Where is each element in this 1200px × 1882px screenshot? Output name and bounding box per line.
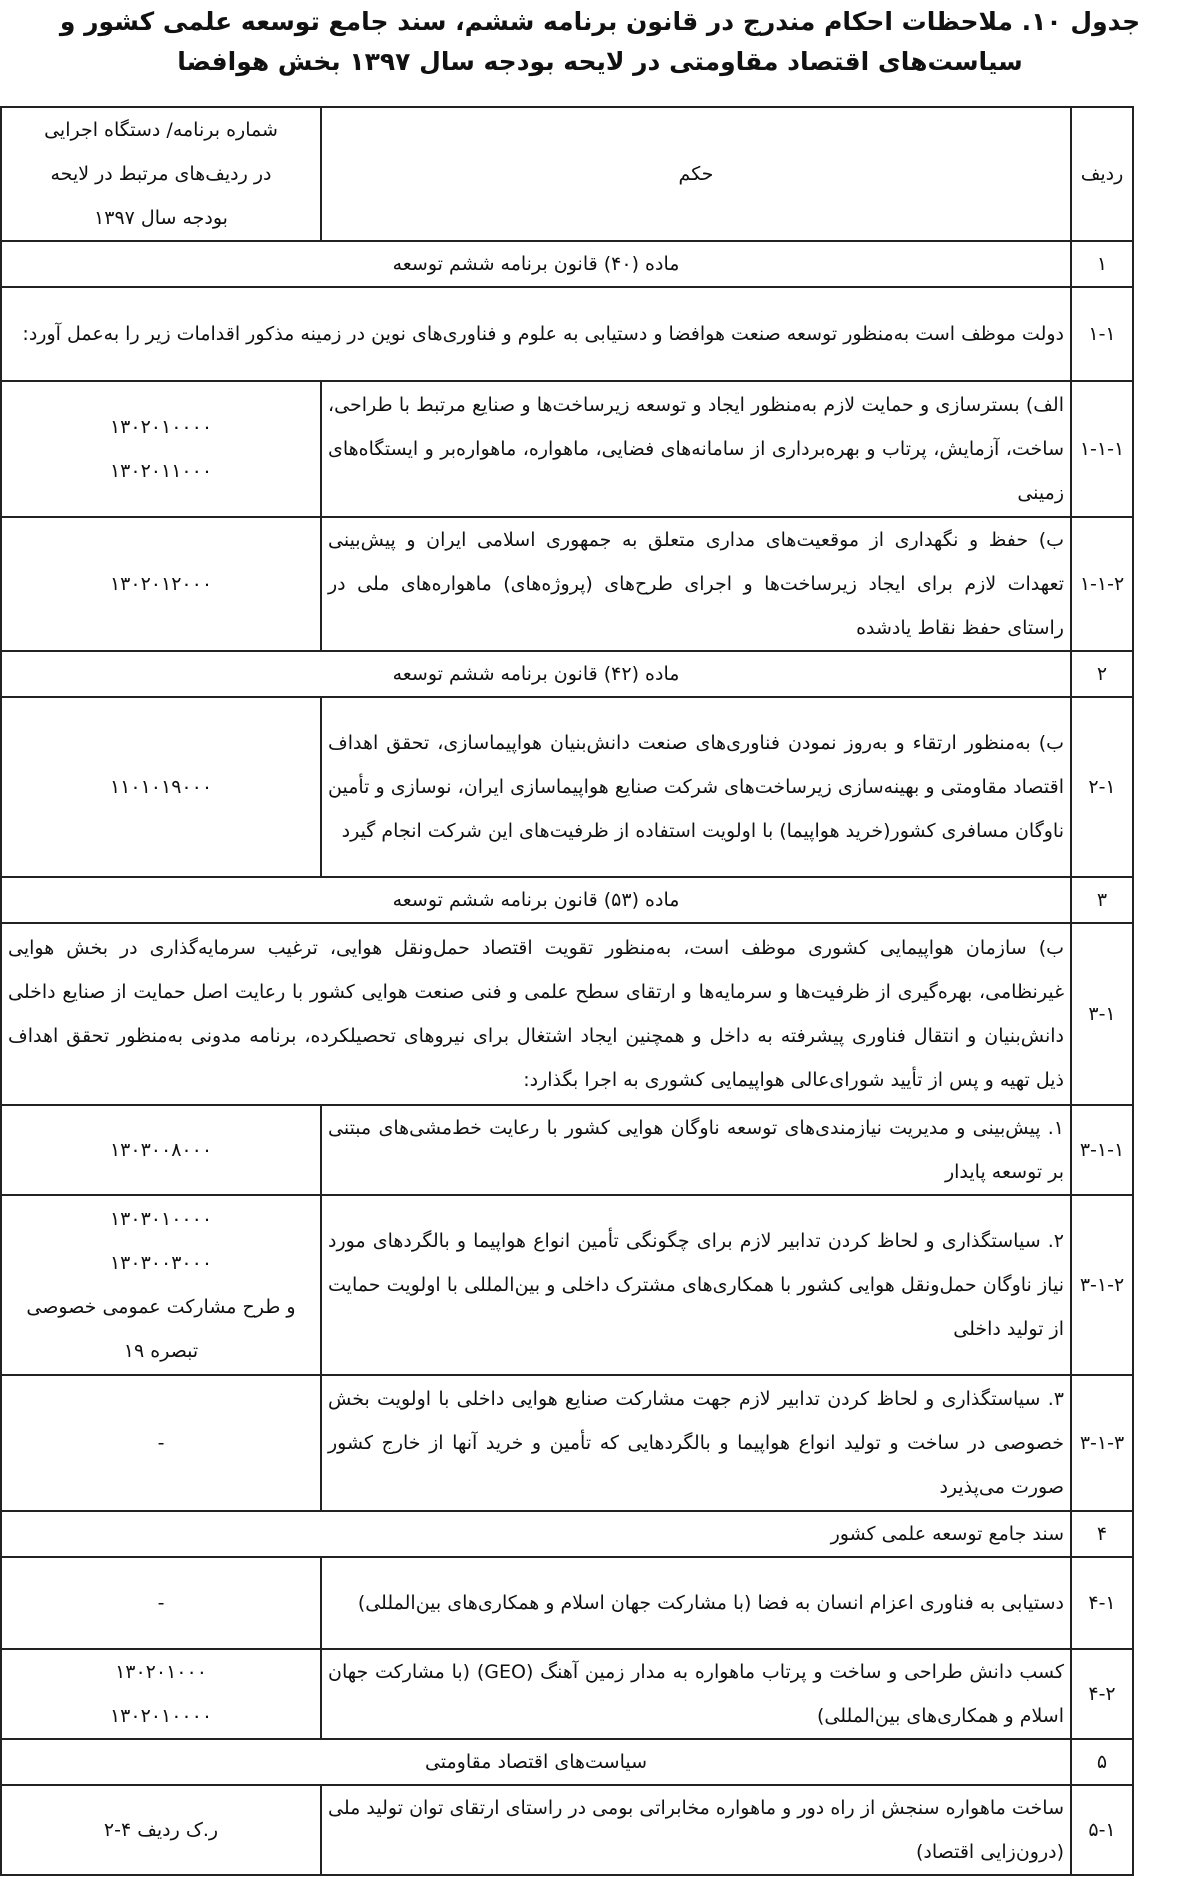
section-title: سیاست‌های اقتصاد مقاومتی	[1, 1739, 1071, 1785]
provisions-table	[0, 106, 1134, 1876]
row-hokm: ۱. پیش‌بینی و مدیریت نیازمندی‌های توسعه ناوگان هوایی کشور با رعایت خط‌مشی‌های مبتنی بر توسعه پایدار	[321, 1105, 1071, 1195]
row-hokm: ۳. سیاستگذاری و لحاظ کردن تدابیر لازم جهت مشارکت صنایع هوایی داخلی با اولویت بخش خصوصی در ساخت و تولید انواع هواپیما و بالگردهایی که تأمین و خرید آنها از خارج کشور صورت می‌پذیرد	[321, 1375, 1071, 1511]
table-title-line-1: جدول ۱۰. ملاحظات احکام مندرج در قانون برنامه ششم، سند جامع توسعه علمی کشور و	[59, 7, 1141, 36]
table-row-section	[1, 877, 1133, 923]
program-number: ۱۳۰۲۰۱۰۰۰	[115, 1661, 207, 1683]
table-row-section	[1, 651, 1133, 697]
table-row	[1, 1375, 1133, 1511]
table-row	[1, 517, 1133, 651]
table-title	[0, 0, 1200, 90]
section-title: سند جامع توسعه علمی کشور	[1, 1511, 1071, 1557]
row-radif: ۱-۱	[1071, 287, 1133, 381]
row-radif: ۴-۱	[1071, 1557, 1133, 1649]
section-title: ماده (۴۰) قانون برنامه ششم توسعه	[1, 241, 1071, 287]
table-row	[1, 923, 1133, 1105]
row-hokm: کسب دانش طراحی و ساخت و پرتاب ماهواره به مدار زمین آهنگ (GEO) (با مشارکت جهان اسلام و همکاری‌های بین‌المللی)	[321, 1649, 1071, 1739]
program-number: ۱۳۰۲۰۱۱۰۰۰	[109, 460, 213, 482]
table-row-section	[1, 241, 1133, 287]
table-row	[1, 1785, 1133, 1875]
row-program	[1, 1375, 321, 1511]
header-program-line-1: شماره برنامه/ دستگاه اجرایی	[44, 119, 278, 141]
row-program	[1, 1649, 321, 1739]
table-row	[1, 1195, 1133, 1375]
table-title-line-2: سیاست‌های اقتصاد مقاومتی در لایحه بودجه سال ۱۳۹۷ بخش هوافضا	[177, 47, 1023, 76]
program-number: ۱۳۰۲۰۱۰۰۰۰	[109, 416, 213, 438]
program-number: -	[157, 1432, 165, 1454]
row-program	[1, 697, 321, 877]
row-program	[1, 1105, 321, 1195]
header-hokm: حکم	[321, 107, 1071, 241]
table-header-row	[1, 107, 1133, 241]
row-radif: ۱	[1071, 241, 1133, 287]
row-radif: ۳	[1071, 877, 1133, 923]
program-number: ۱۱۰۱۰۱۹۰۰۰	[109, 776, 213, 798]
header-program-line-2: در ردیف‌های مرتبط در لایحه	[50, 163, 272, 185]
table-row-section	[1, 1511, 1133, 1557]
row-radif: ۲-۱	[1071, 697, 1133, 877]
program-number: ۱۳۰۲۰۱۰۰۰۰	[109, 1705, 213, 1727]
program-note: و طرح مشارکت عمومی خصوصی	[26, 1296, 296, 1318]
row-hokm: ب) حفظ و نگهداری از موقعیت‌های مداری متعلق به جمهوری اسلامی ایران و پیش‌بینی تعهدات لازم برای ایجاد زیرساخت‌ها و اجرای طرح‌های (پروژه‌های) ماهواره‌های ملی در راستای حفظ نقاط یادشده	[321, 517, 1071, 651]
row-hokm: ب) به‌منظور ارتقاء و به‌روز نمودن فناوری‌های صنعت دانش‌بنیان هواپیماسازی، تحقق اهداف اقتصاد مقاومتی و بهینه‌سازی زیرساخت‌های شرکت صنایع هواپیماسازی ایران، نوسازی و تأمین ناوگان مسافری کشور(خرید هواپیما) با اولویت استفاده از ظرفیت‌های این شرکت انجام گیرد	[321, 697, 1071, 877]
table-row	[1, 1105, 1133, 1195]
program-number: ۱۳۰۳۰۱۰۰۰۰	[109, 1208, 213, 1230]
section-title: ماده (۵۳) قانون برنامه ششم توسعه	[1, 877, 1071, 923]
row-radif: ۳-۱-۱	[1071, 1105, 1133, 1195]
program-number: ۱۳۰۳۰۰۸۰۰۰	[109, 1139, 213, 1161]
row-radif: ۳-۱-۲	[1071, 1195, 1133, 1375]
row-radif: ۳-۱-۳	[1071, 1375, 1133, 1511]
row-program	[1, 1785, 321, 1875]
header-radif: ردیف	[1071, 107, 1133, 241]
row-program	[1, 517, 321, 651]
program-number: ۱۳۰۳۰۰۳۰۰۰	[109, 1252, 213, 1274]
row-hokm: ب) سازمان هواپیمایی کشوری موظف است، به‌منظور تقویت اقتصاد حمل‌ونقل هوایی، ترغیب سرمایه‌گذاری در بخش هوایی غیرنظامی، بهره‌گیری از ظرفیت‌ها و سرمایه‌ها و ارتقای سطح علمی و فنی صنعت هوایی کشور با رعایت اصل حمایت از صنایع داخلی دانش‌بنیان و انتقال فناوری پیشرفته به داخل و همچنین ایجاد اشتغال برای نیروهای تحصیلکرده، برنامه مدونی به‌منظور تحقق اهداف ذیل تهیه و پس از تأیید شورای‌عالی هواپیمایی کشوری به اجرا بگذارد:	[1, 923, 1071, 1105]
table-row	[1, 1557, 1133, 1649]
row-hokm: ۲. سیاستگذاری و لحاظ کردن تدابیر لازم برای چگونگی تأمین انواع هواپیما و بالگردهای مورد نیاز ناوگان حمل‌ونقل هوایی کشور با همکاری‌های مشترک داخلی و بین‌المللی با اولویت حمایت از تولید داخلی	[321, 1195, 1071, 1375]
table-row	[1, 697, 1133, 877]
header-program-line-3: بودجه سال ۱۳۹۷	[94, 207, 228, 229]
header-program	[1, 107, 321, 241]
row-radif: ۵-۱	[1071, 1785, 1133, 1875]
row-radif: ۱-۱-۱	[1071, 381, 1133, 517]
table-row-section	[1, 1739, 1133, 1785]
table-row	[1, 1649, 1133, 1739]
row-hokm: الف) بسترسازی و حمایت لازم به‌منظور ایجاد و توسعه زیرساخت‌ها و صنایع مرتبط با طراحی، ساخت، آزمایش، پرتاب و بهره‌برداری از سامانه‌های فضایی، ماهواره، ماهواره‌بر و ایستگاه‌های زمینی	[321, 381, 1071, 517]
row-radif: ۱-۱-۲	[1071, 517, 1133, 651]
table-row	[1, 381, 1133, 517]
row-radif: ۴-۲	[1071, 1649, 1133, 1739]
program-number: -	[157, 1592, 165, 1614]
row-program	[1, 381, 321, 517]
row-program	[1, 1557, 321, 1649]
row-hokm: دولت موظف است به‌منظور توسعه صنعت هوافضا و دستیابی به علوم و فناوری‌های نوین در زمینه مذکور اقدامات زیر را به‌عمل آورد:	[1, 287, 1071, 381]
program-note: تبصره ۱۹	[123, 1340, 199, 1362]
program-number: ۱۳۰۲۰۱۲۰۰۰	[109, 573, 213, 595]
row-radif: ۳-۱	[1071, 923, 1133, 1105]
row-radif: ۵	[1071, 1739, 1133, 1785]
table-row	[1, 287, 1133, 381]
row-hokm: دستیابی به فناوری اعزام انسان به فضا (با مشارکت جهان اسلام و همکاری‌های بین‌المللی)	[321, 1557, 1071, 1649]
row-hokm: ساخت ماهواره سنجش از راه دور و ماهواره مخابراتی بومی در راستای ارتقای توان تولید ملی (درون‌زایی اقتصاد)	[321, 1785, 1071, 1875]
row-radif: ۴	[1071, 1511, 1133, 1557]
section-title: ماده (۴۲) قانون برنامه ششم توسعه	[1, 651, 1071, 697]
row-radif: ۲	[1071, 651, 1133, 697]
program-reference: ر.ک ردیف ۴-۲	[103, 1819, 219, 1841]
row-program	[1, 1195, 321, 1375]
